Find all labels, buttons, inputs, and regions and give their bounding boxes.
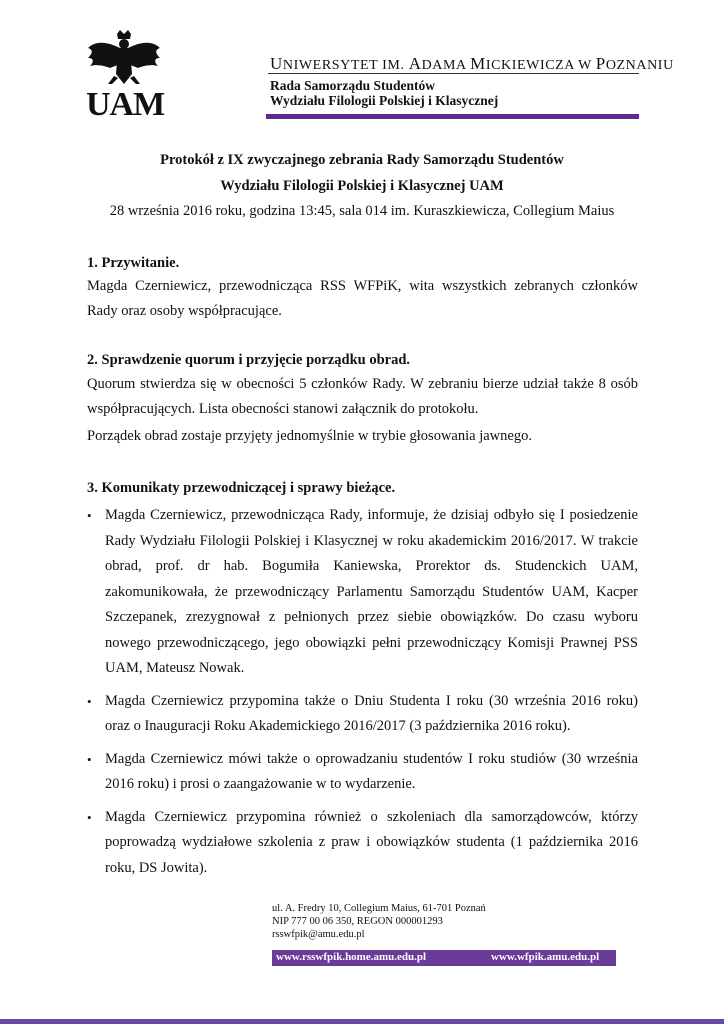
footer-link-wfpik[interactable]: www.wfpik.amu.edu.pl	[491, 951, 600, 963]
logo-text: UAM	[86, 86, 165, 123]
footer-contact	[272, 902, 486, 941]
list-item: • Magda Czerniewicz przypomina także o Dniu Studenta I roku (30 września 2016 roku) oraz o Inauguracji Roku Akademickiego 2016/2017 (3 października 2016 roku).	[84, 689, 638, 740]
page-bottom-strip	[0, 1019, 724, 1024]
footer-ids: NIP 777 00 06 350, REGON 000001293	[272, 916, 443, 927]
bullet-icon: •	[87, 809, 92, 825]
list-item: • Magda Czerniewicz, przewodnicząca Rady, informuje, że dzisiaj odbyło się I posiedzenie Rady Wydziału Filologii Polskiej i Klasycznej w roku akademickim 2016/2017. W trakcie obrad, prof. dr hab. Bogumiła Kaniewska, Prorektor ds. Studenckich UAM, zakomunikowała, że przewodniczący Parlamentu Samorządu Studentów UAM, Kacper Szczepanek, zrezygnował z pełnionych przez siebie obowiązków. Do czasu wyboru nowego przewodniczącego, jego obowiązki pełni przewodniczący Komisji Prawnej PSS UAM, Mateusz Nowak.	[84, 503, 638, 682]
list-item: • Magda Czerniewicz mówi także o oprowadzaniu studentów I roku studiów (30 września 2016 roku) i prosi o zaangażowanie w to wydarzenie.	[84, 747, 638, 798]
footer-links-bar	[272, 950, 616, 966]
section-1-text: Magda Czerniewicz, przewodnicząca RSS WFPiK, wita wszystkich zebranych członków Rady oraz osoby współpracujące.	[87, 278, 638, 319]
footer-link-rsswfpik[interactable]: www.rsswfpik.home.amu.edu.pl	[276, 951, 427, 963]
letterhead-accent-bar	[266, 114, 639, 119]
section-3-heading: 3. Komunikaty przewodniczącej i sprawy bieżące.	[87, 480, 396, 496]
section-1-heading: 1. Przywitanie.	[87, 255, 180, 271]
section-2-text-1: Quorum stwierdza się w obecności 5 członków Rady. W zebraniu bierze udział także 8 osób współpracujących. Lista obecności stanowi załącznik do protokołu.	[87, 376, 638, 417]
bullet-icon: •	[87, 693, 92, 709]
section-2-heading: 2. Sprawdzenie quorum i przyjęcie porządku obrad.	[87, 352, 411, 368]
footer-email[interactable]: rsswfpik@amu.edu.pl	[272, 929, 365, 940]
bullet-icon: •	[87, 508, 92, 523]
document-title-line2: Wydziału Filologii Polskiej i Klasycznej UAM	[220, 178, 504, 194]
council-name: Rada Samorządu Studentów Wydziału Filologii Polskiej i Klasycznej	[270, 78, 499, 108]
uam-eagle-logo	[84, 30, 164, 126]
letterhead-divider	[268, 73, 639, 74]
bullet-icon: •	[87, 751, 92, 767]
section-2-text-2: Porządek obrad zostaje przyjęty jednomyślnie w trybie głosowania jawnego.	[87, 428, 532, 444]
footer-address: ul. A. Fredry 10, Collegium Maius, 61-701 Poznań	[272, 903, 486, 914]
document-title-line1: Protokół z IX zwyczajnego zebrania Rady Samorządu Studentów	[160, 152, 564, 168]
announcements-list	[84, 503, 638, 888]
university-name: UNIWERSYTET IM. ADAMA MICKIEWICZA W POZNANIU	[270, 54, 674, 73]
list-item: • Magda Czerniewicz przypomina również o szkoleniach dla samorządowców, którzy poprowadzą wydziałowe szkolenia z praw i obowiązków studenta (1 października 2016 roku, DS Jowita).	[84, 805, 638, 882]
meeting-meta: 28 września 2016 roku, godzina 13:45, sala 014 im. Kuraszkiewicza, Collegium Maius	[109, 203, 615, 219]
